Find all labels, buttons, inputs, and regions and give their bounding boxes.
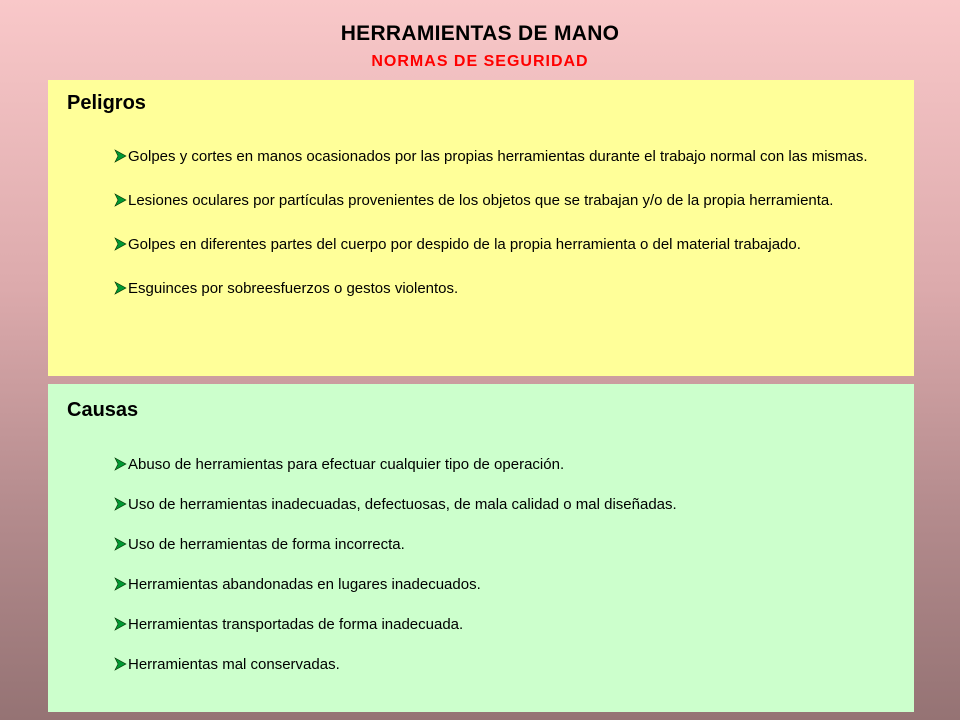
list-item [114,454,894,476]
peligros-list [114,146,894,300]
causas-panel [48,384,914,712]
list-item-text: Lesiones oculares por partículas provenientes de los objetos que se trabajan y/o de la propia herramienta. [128,192,834,209]
causas-heading: Causas [67,399,139,421]
slide-title: HERRAMIENTAS DE MANO [340,22,620,45]
peligros-heading: Peligros [67,92,146,114]
list-item [114,574,894,596]
arrowhead-bullet-icon [114,193,127,207]
list-item-text: Golpes en diferentes partes del cuerpo por despido de la propia herramienta o del material trabajado. [128,236,801,253]
list-item [114,534,894,556]
list-item [114,278,894,300]
list-item-text: Esguinces por sobreesfuerzos o gestos violentos. [128,280,459,297]
arrowhead-bullet-icon [114,657,127,671]
list-item [114,146,894,168]
list-item [114,654,894,676]
peligros-panel [48,80,914,376]
arrowhead-bullet-icon [114,281,127,295]
arrowhead-bullet-icon [114,577,127,591]
list-item [114,494,894,516]
list-item [114,190,894,212]
list-item [114,614,894,636]
list-item-text: Herramientas abandonadas en lugares inadecuados. [128,576,481,593]
causas-list [114,454,894,676]
slide-subtitle: NORMAS DE SEGURIDAD [371,53,589,70]
list-item-text: Abuso de herramientas para efectuar cualquier tipo de operación. [128,456,565,473]
list-item-text: Uso de herramientas de forma incorrecta. [128,536,405,553]
list-item [114,234,894,256]
list-item-text: Uso de herramientas inadecuadas, defectuosas, de mala calidad o mal diseñadas. [128,496,677,513]
list-item-text: Golpes y cortes en manos ocasionados por las propias herramientas durante el trabajo normal con las mismas. [128,148,868,165]
arrowhead-bullet-icon [114,537,127,551]
list-item-text: Herramientas mal conservadas. [128,656,340,673]
list-item-text: Herramientas transportadas de forma inadecuada. [128,616,464,633]
arrowhead-bullet-icon [114,457,127,471]
arrowhead-bullet-icon [114,149,127,163]
arrowhead-bullet-icon [114,617,127,631]
arrowhead-bullet-icon [114,237,127,251]
arrowhead-bullet-icon [114,497,127,511]
